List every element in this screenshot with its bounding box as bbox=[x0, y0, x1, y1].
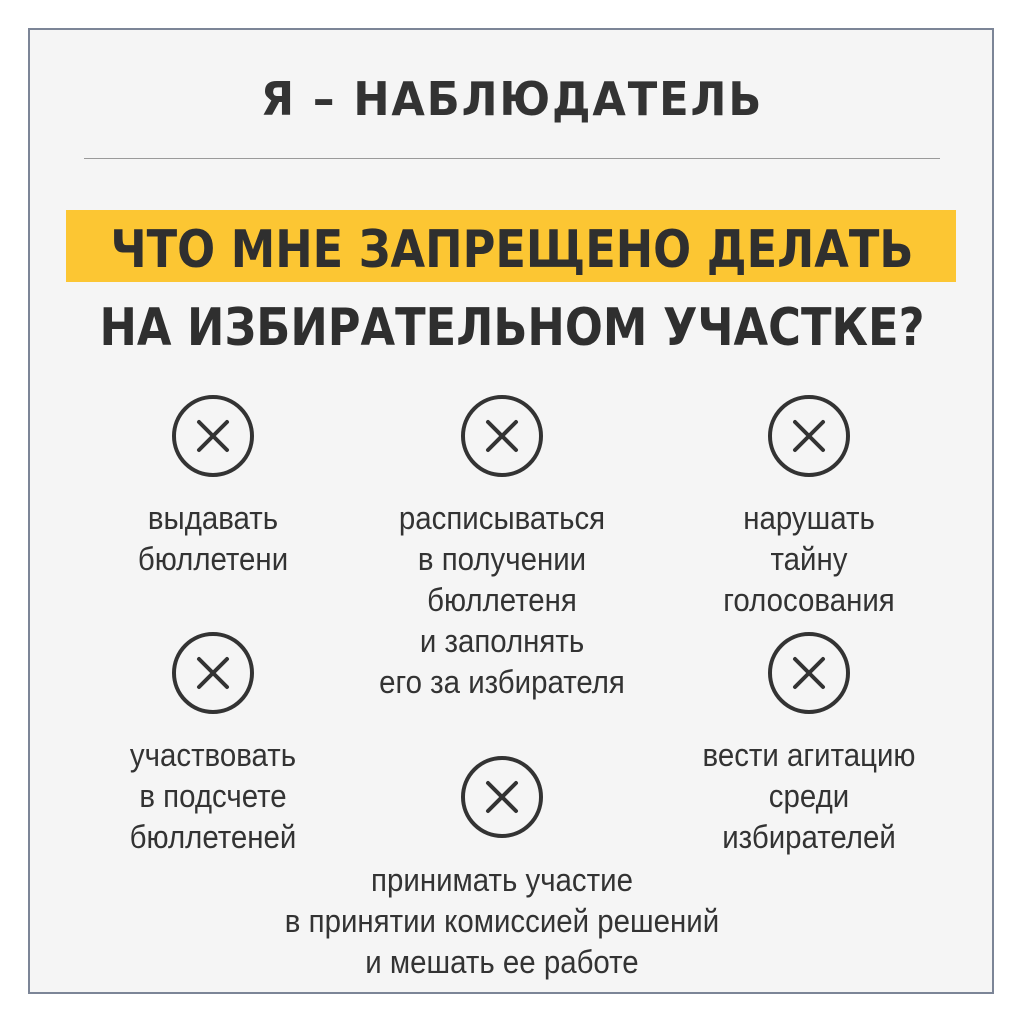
heading-line-1: ЧТО МНЕ ЗАПРЕЩЕНО ДЕЛАТЬ bbox=[110, 220, 914, 280]
prohibition-item-text: нарушать тайну голосования bbox=[723, 500, 895, 618]
prohibition-item-text: выдавать бюллетени bbox=[137, 500, 289, 577]
heading-line-2: НА ИЗБИРАТЕЛЬНОМ УЧАСТКЕ? bbox=[99, 298, 925, 358]
title-divider bbox=[84, 158, 940, 159]
prohibition-item-text: принимать участие в принятии комиссией решений и мешать ее работе bbox=[284, 862, 720, 980]
prohibition-item-text: вести агитацию среди избирателей bbox=[702, 737, 916, 855]
close-circle-icon bbox=[460, 755, 544, 839]
prohibition-item-text: расписываться в получении бюллетеня и заполнять его за избирателя bbox=[379, 500, 625, 700]
close-circle-icon bbox=[767, 394, 851, 478]
prohibition-item-text: участвовать в подсчете бюллетеней bbox=[129, 737, 297, 855]
page-title: Я – НАБЛЮДАТЕЛЬ bbox=[260, 72, 764, 126]
close-circle-icon bbox=[171, 631, 255, 715]
close-circle-icon bbox=[460, 394, 544, 478]
close-circle-icon bbox=[767, 631, 851, 715]
close-circle-icon bbox=[171, 394, 255, 478]
